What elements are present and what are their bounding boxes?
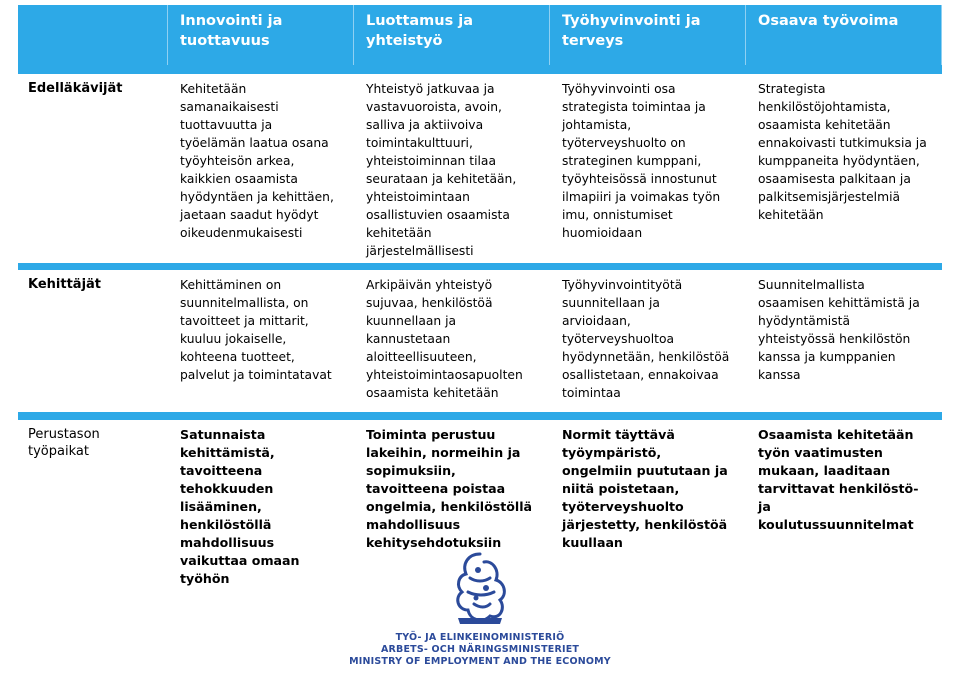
header-corner: [18, 5, 168, 65]
table-cell: Satunnaista kehittämistä, tavoitteena tehokkuuden lisääminen, henkilöstöllä mahdollisuus vaikuttaa omaan työhön: [180, 427, 300, 586]
table-cell: Yhteistyö jatkuvaa ja vastavuoroista, avoin, salliva ja aktiivoiva toimintakulttuuri, yhteistoiminnan tilaa seurataan ja kehitetään, yhteistoimintaan osallistuvien osaamista kehitetään järjestelmällisesti: [366, 82, 517, 258]
separator: [18, 65, 942, 74]
logo-line-finnish: TYÖ- JA ELINKEINOMINISTERIÖ: [395, 632, 565, 643]
table-cell: Suunnitelmallista osaamisen kehittämistä ja hyödyntämistä yhteistyössä henkilöstön kanssa ja kumppanien kanssa: [758, 278, 920, 382]
separator: [18, 263, 942, 270]
table-cell: Työhyvinvointityötä suunnitellaan ja arvioidaan, työterveyshuoltoa hyödynnetään, henkilöstöä osallistetaan, ennakoivaa toimintaa: [562, 278, 730, 400]
table-cell: Työhyvinvointi osa strategista toimintaa ja johtamista, työterveyshuolto on strateginen kumppani, työyhteisössä innostunut ilmapiiri ja voimakas työn imu, onnistumiset huomioidaan: [562, 82, 721, 240]
ministry-logo: [0, 548, 960, 690]
table-cell: Kehitetään samanaikaisesti tuottavuutta ja työelämän laatua osana työyhteisön arkea, kaikkien osaamista hyödyntäen ja kehittäen, jaetaan saadut hyödyt oikeudenmukaisesti: [180, 82, 334, 240]
table-cell: Arkipäivän yhteistyö sujuvaa, henkilöstöä kuunnellaan ja kannustetaan aloitteellisuuteen, yhteistoimintaosapuolten osaamista kehitetään: [366, 278, 523, 400]
logo-line-english: MINISTRY OF EMPLOYMENT AND THE ECONOMY: [349, 656, 611, 667]
header-innovation: Innovointi ja tuottavuus: [168, 5, 354, 65]
header-trust: Luottamus ja yhteistyö: [354, 5, 550, 65]
table-cell: Strategista henkilöstöjohtamista, osaamista kehitetään ennakoivasti tutkimuksia ja kumppaneita hyödyntäen, osaamisesta palkitaan ja palkitsemisjärjestelmiä kehitetään: [758, 82, 927, 222]
row-label-kehittajat: Kehittäjät: [28, 277, 102, 292]
table-cell: Toiminta perustuu lakeihin, normeihin ja sopimuksiin, tavoitteena poistaa ongelmia, henkilöstöllä mahdollisuus kehitysehdotuksiin: [366, 427, 533, 550]
row-label-perustason: Perustason työpaikat: [28, 427, 100, 459]
header-wellbeing: Työhyvinvointi ja terveys: [550, 5, 746, 65]
table-cell: Osaamista kehitetään työn vaatimusten mukaan, laaditaan tarvittavat henkilöstö- ja koulutussuunnitelmat: [758, 427, 919, 532]
table-cell: Kehittäminen on suunnitelmallista, on tavoitteet ja mittarit, kuuluu jokaiselle, kohteena tuotteet, palvelut ja toimintatavat: [180, 278, 332, 382]
comparison-table: [18, 5, 942, 590]
lion-crest-icon: [440, 548, 520, 630]
logo-line-swedish: ARBETS- OCH NÄRINGSMINISTERIET: [380, 644, 580, 655]
header-workforce: Osaava työvoima: [746, 5, 942, 65]
row-label-edellakavijat: Edelläkävijät: [28, 81, 123, 96]
separator: [18, 412, 942, 420]
table-cell: Normit täyttävä työympäristö, ongelmiin puututaan ja niitä poistetaan, työterveyshuolto järjestetty, henkilöstöä kuullaan: [562, 427, 728, 550]
